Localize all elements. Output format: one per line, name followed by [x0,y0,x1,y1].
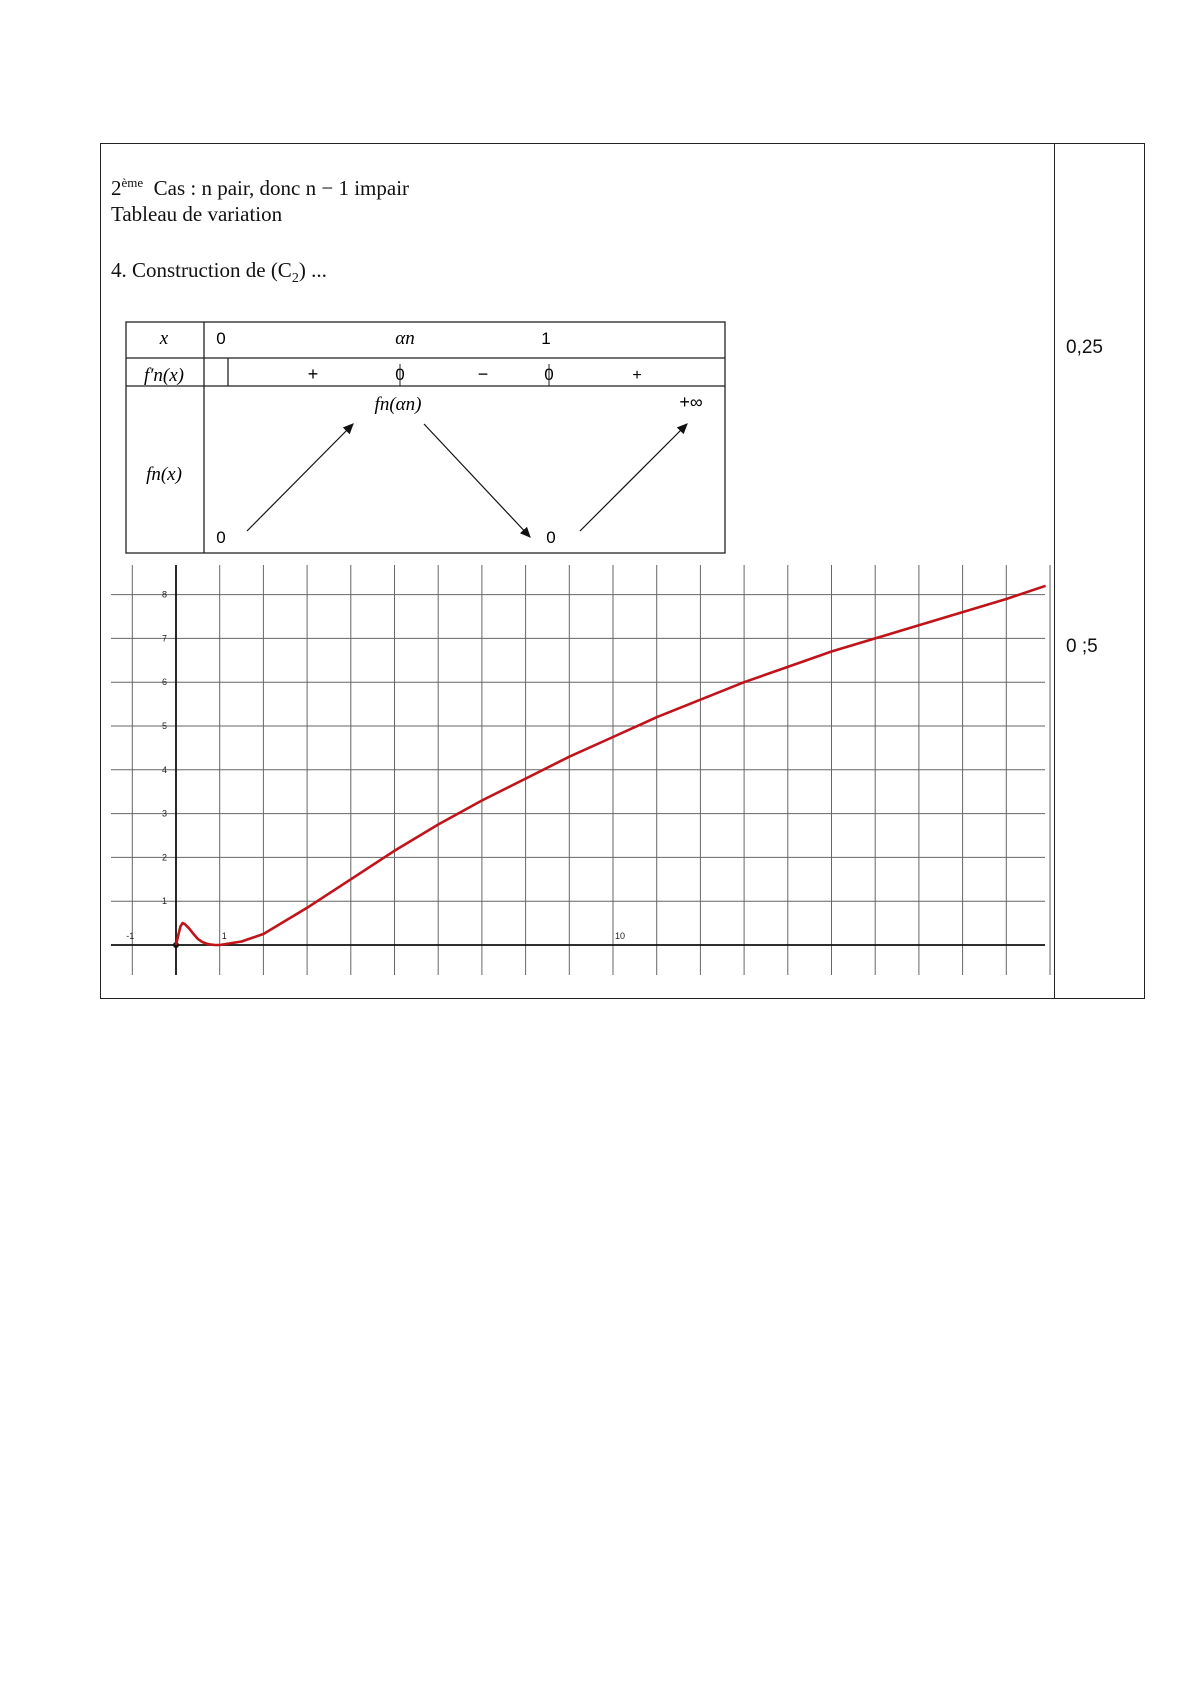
y-tick-label: 5 [162,721,168,731]
value-start-zero: 0 [216,528,226,547]
score-1: 0,25 [1066,337,1103,358]
table-func-label: fn(x) [146,464,182,485]
x-tick-label: 10 [615,931,626,941]
table-deriv-label: f′n(x) [143,365,185,386]
y-tick-label: 2 [162,852,168,863]
deriv-zero-1: 0 [395,365,405,384]
value-max: fn(αn) [374,394,422,415]
x-value-0: 0 [216,329,226,348]
y-tick-label: 1 [162,896,168,907]
x-value-1: 1 [541,329,551,348]
sign-minus: − [477,364,489,384]
value-infinity: +∞ [679,392,703,412]
series-curve [176,586,1046,945]
construction-heading: 4. Construction de $(C_2)$ ... [111,258,327,287]
x-tick-label: 1 [221,931,227,941]
tableau-title: Tableau de variation [111,202,283,226]
case-heading: 2ème Cas : n pair, donc n − 1 impair [111,175,410,200]
deriv-zero-2: 0 [544,365,554,384]
y-tick-label: 6 [162,677,168,688]
y-tick-label: 3 [162,808,168,819]
score-2: 0 ;5 [1066,636,1098,657]
grid [111,565,1050,975]
value-min-zero: 0 [546,528,556,547]
x-value-alpha: αn [395,328,415,349]
y-tick-label: 4 [162,764,168,775]
x-tick-label: -1 [126,931,135,941]
sign-plus-2: + [632,367,642,384]
sign-plus-1: + [307,364,319,384]
table-x-label: x [159,328,169,349]
y-tick-label: 8 [162,589,168,600]
y-tick-label: 7 [162,633,168,644]
